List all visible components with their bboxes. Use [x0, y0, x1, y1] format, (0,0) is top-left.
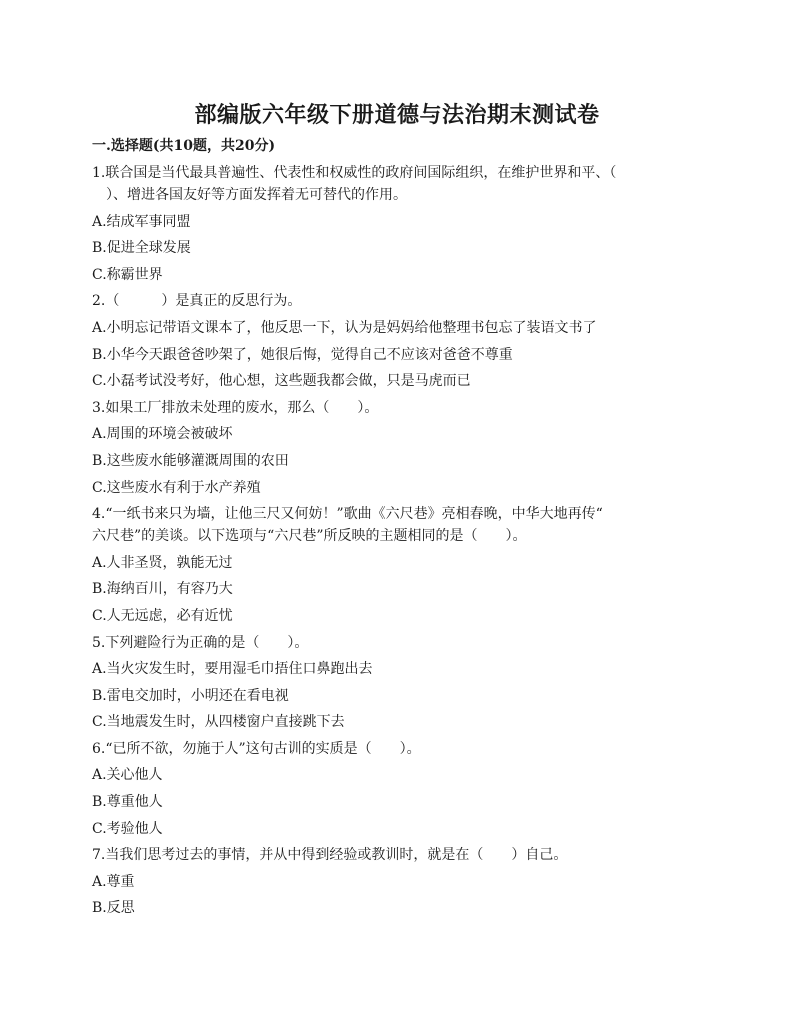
question-4-option-a: A.人非圣贤，孰能无过: [92, 554, 233, 571]
question-1-stem: [92, 163, 696, 205]
question-7-stem: 7.当我们思考过去的事情，并从中得到经验或教训时，就是在（ ）自己。: [92, 847, 568, 864]
question-stem-line: 4.“一纸书来只为墙，让他三尺又何妨！”歌曲《六尺巷》亮相春晚，中华大地再传“: [92, 506, 603, 523]
question-3-option-a: A.周围的环境会被破坏: [92, 426, 233, 443]
question-2-stem: 2.（ ）是真正的反思行为。: [92, 293, 302, 310]
question-4-option-b: B.海纳百川，有容乃大: [92, 581, 233, 598]
question-4-stem: [92, 504, 696, 546]
question-list: [92, 163, 696, 925]
question-stem-line: 1.联合国是当代最具普遍性、代表性和权威性的政府间国际组织，在维护世界和平、（: [92, 165, 617, 181]
question-1-option-b: B.促进全球发展: [92, 240, 191, 257]
question-6-option-c: C.考验他人: [92, 820, 163, 837]
question-5-option-c: C.当地震发生时，从四楼窗户直接跳下去: [92, 714, 345, 731]
question-3-option-c: C.这些废水有利于水产养殖: [92, 479, 261, 496]
question-6-option-b: B.尊重他人: [92, 794, 163, 811]
question-stem-line: ）、增进各国友好等方面发挥着无可替代的作用。: [92, 187, 407, 203]
question-2-option-c: C.小磊考试没考好，他心想，这些题我都会做，只是马虎而已: [92, 373, 471, 390]
exam-title: 部编版六年级下册道德与法治期末测试卷: [194, 102, 600, 128]
section-heading: 一.选择题(共10题，共20分): [92, 138, 276, 154]
question-5-stem: 5.下列避险行为正确的是（ ）。: [92, 634, 309, 651]
question-3-stem: 3.如果工厂排放未处理的废水，那么（ ）。: [92, 399, 379, 416]
question-5-option-b: B.雷电交加时，小明还在看电视: [92, 687, 289, 704]
question-2-option-b: B.小华今天跟爸爸吵架了，她很后悔，觉得自己不应该对爸爸不尊重: [92, 346, 513, 363]
question-4-option-c: C.人无远虑，必有近忧: [92, 607, 233, 624]
question-1-option-c: C.称霸世界: [92, 266, 163, 283]
question-3-option-b: B.这些废水能够灌溉周围的农田: [92, 452, 289, 469]
question-2-option-a: A.小明忘记带语文课本了，他反思一下，认为是妈妈给他整理书包忘了装语文书了: [92, 319, 597, 336]
question-7-option-b: B.反思: [92, 900, 135, 917]
question-stem-line: 六尺巷”的美谈。以下选项与“六尺巷”所反映的主题相同的是（ ）。: [92, 528, 527, 545]
question-6-stem: 6.“已所不欲，勿施于人”这句古训的实质是（ ）。: [92, 740, 421, 757]
question-1-option-a: A.结成军事同盟: [92, 213, 191, 230]
question-7-option-a: A.尊重: [92, 873, 135, 890]
question-6-option-a: A.关心他人: [92, 767, 163, 784]
question-5-option-a: A.当火灾发生时，要用湿毛巾捂住口鼻跑出去: [92, 661, 373, 678]
